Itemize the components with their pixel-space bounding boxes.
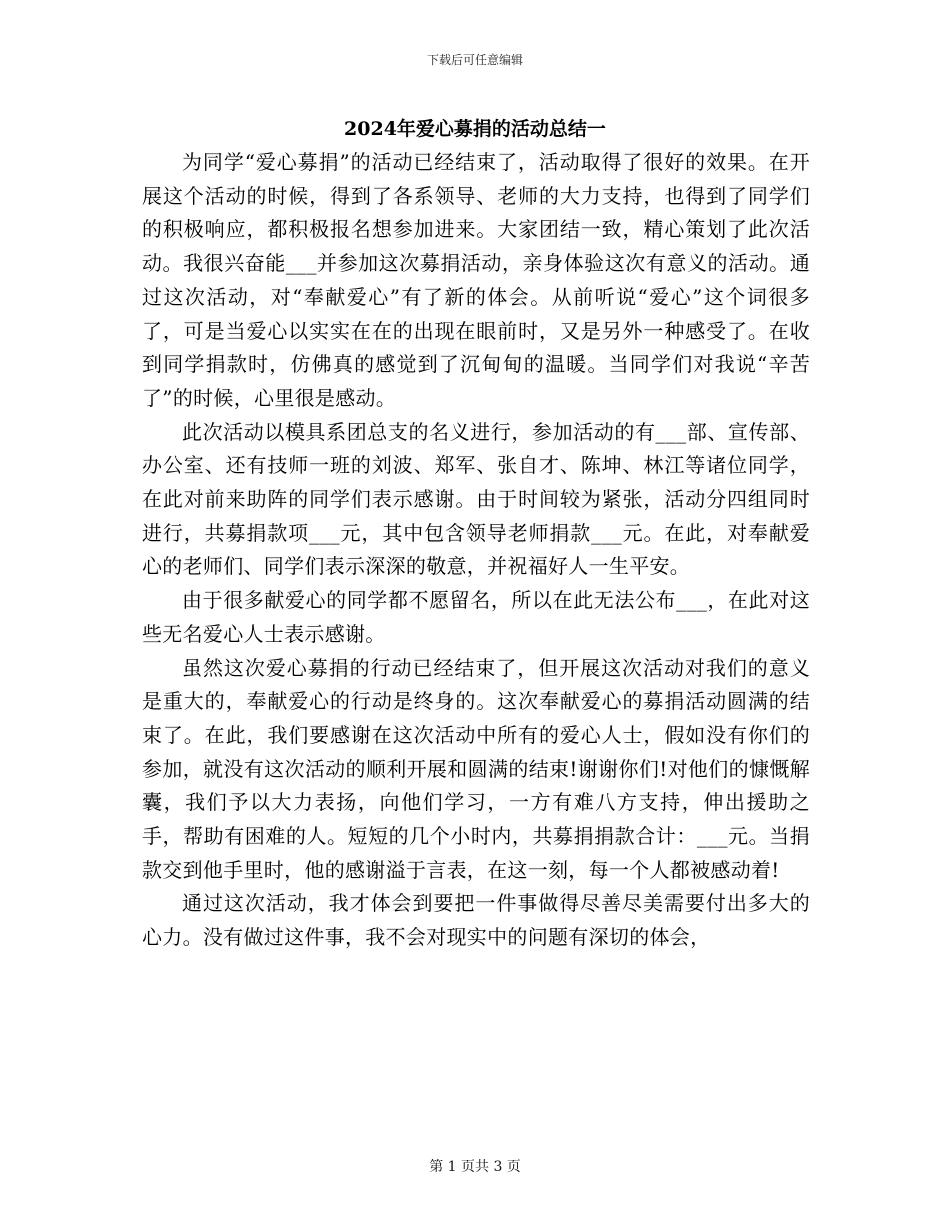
document-title: 2024年爱心募捐的活动总结一 <box>344 118 606 140</box>
paragraph-2: 此次活动以模具系团总支的名义进行，参加活动的有___部、宣传部、办公室、还有技师一班的刘波、郑军、张自才、陈坤、林江等诸位同学，在此对前来助阵的同学们表示感谢。由于时间较为紧张，活动分四组同时进行，共募捐款项___元，其中包含领导老师捐款___元。在此，对奉献爱心的老师们、同学们表示深深的敬意，并祝福好人一生平安。 <box>142 419 810 579</box>
page-header-note: 下载后可任意编辑 <box>426 53 523 67</box>
paragraph-1: 为同学“爱心募捐”的活动已经结束了，活动取得了很好的效果。在开展这个活动的时候，得到了各系领导、老师的大力支持，也得到了同学们的积极响应，都积极报名想参加进来。大家团结一致，精心策划了此次活动。我很兴奋能___并参加这次募捐活动，亲身体验这次有意义的活动。通过这次活动，对“奉献爱心”有了新的体会。从前听说“爱心”这个词很多了，可是当爱心以实实在在的出现在眼前时，又是另外一种感受了。在收到同学捐款时，仿佛真的感觉到了沉甸甸的温暖。当同学们对我说“辛苦了”的时候，心里很是感动。 <box>142 150 810 410</box>
document-body <box>142 146 810 955</box>
paragraph-5: 通过这次活动，我才体会到要把一件事做得尽善尽美需要付出多大的心力。没有做过这件事，我不会对现实中的问题有深切的体会， <box>142 891 810 950</box>
paragraph-3: 由于很多献爱心的同学都不愿留名，所以在此无法公布___，在此对这些无名爱心人士表示感谢。 <box>142 588 810 646</box>
paragraph-4: 虽然这次爱心募捐的行动已经结束了，但开展这次活动对我们的意义是重大的，奉献爱心的行动是终身的。这次奉献爱心的募捐活动圆满的结束了。在此，我们要感谢在这次活动中所有的爱心人士，假如没有你们的参加，就没有这次活动的顺利开展和圆满的结束!谢谢你们!对他们的慷慨解囊，我们予以大力表扬，向他们学习，一方有难八方支持，伸出援助之手，帮助有困难的人。短短的几个小时内，共募捐捐款合计：___元。当捐款交到他手里时，他的感谢溢于言表，在这一刻，每一个人都被感动着! <box>142 655 810 882</box>
page-number-footer: 第 1 页共 3 页 <box>429 1159 521 1175</box>
